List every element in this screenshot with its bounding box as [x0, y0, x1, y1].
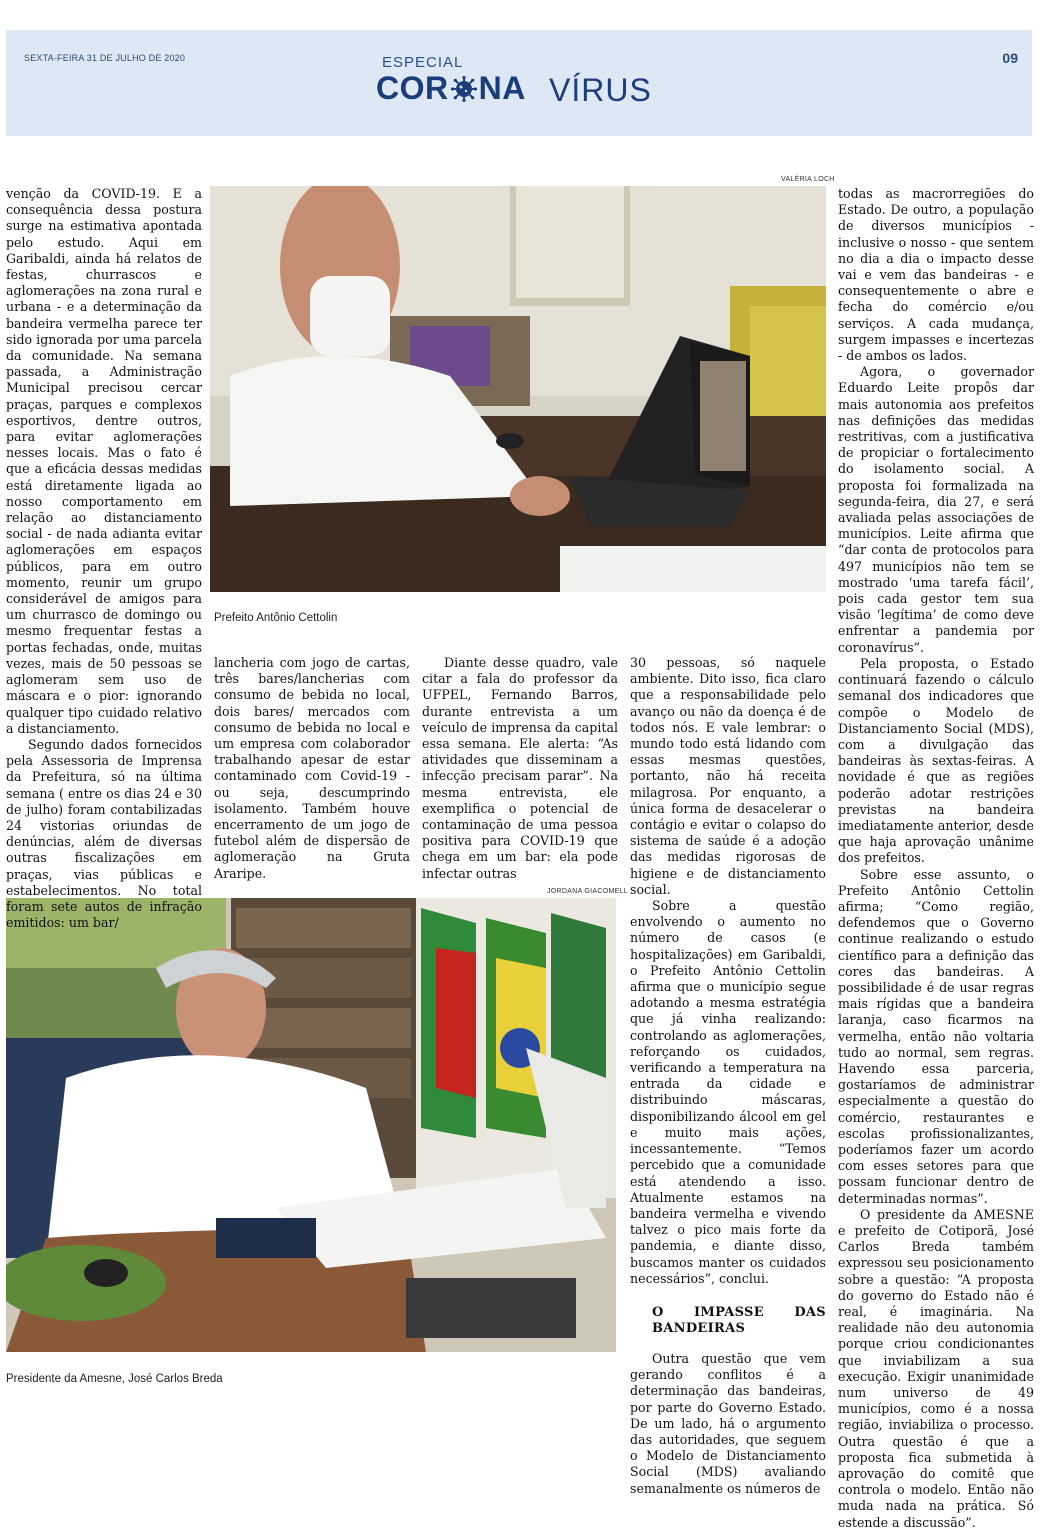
paragraph: Sobre a questão envolvendo o aumento no número de casos (e hospitalizações) em Garibaldi, o Prefeito Antônio Cettolin afirma que o município segue adotando a mesma estratégia que já vinha realizando: controlando as aglomerações, reforçando os cuidados, verificando a temperatura na entrada da cidade e distribuindo máscaras, disponibilizando álcool em gel e muito mais ações, incessantemente. “Temos percebido que a comunidade está atendendo a isso. Atualmente estamos na bandeira vermelha e vivendo talvez o pico mais forte da pandemia, e diante disso, buscamos manter os cuidados necessários”, conclui.: [630, 898, 826, 1286]
photo2-credit: JORDANA GIACOMELL: [547, 888, 628, 895]
subheading: O IMPASSE DAS BANDEIRAS: [652, 1304, 826, 1336]
photo-amesne-president: [6, 898, 616, 1352]
paragraph: Sobre esse assunto, o Prefeito Antônio Cettolin afirma; “Como região, defendemos que o Governo continue realizando o estudo científico para a definição das cores das bandeiras. A possibilidade é de usar regras mais rígidas que a bandeira laranja, caso ficarmos na vermelha, então não voltaria tudo ao normal, sem regras. Havendo essa parceria, gostaríamos de administrar especialmente a questão do comércio, restaurantes e escolas profissionalizantes, poderíamos fazer um acordo com esses setores para que possam funcionar dentro de determinadas normas”.: [838, 866, 1034, 1206]
photo2-caption: Presidente da Amesne, José Carlos Breda: [6, 1373, 223, 1385]
page-number: 09: [1002, 50, 1018, 66]
logo-virus: VÍRUS: [549, 72, 652, 108]
photo2-illustration: [6, 898, 616, 1352]
logo-corona-a: COR: [376, 70, 449, 106]
paragraph: Agora, o governador Eduardo Leite propôs dar mais autonomia aos prefeitos nas definições das medidas restritivas, com a justificativa de propiciar o fortalecimento do isolamento social. A proposta foi formalizada na segunda-feira, dia 27, e será avaliada pelas associações de municípios. Leite afirma que “dar conta de protocolos para 497 municípios não tem se mostrado ‘uma tarefa fácil’, pois cada gestor tem sua visão ‘legítima’ de como deve enfrentar a pandemia por coronavírus”.: [838, 364, 1034, 655]
logo-corona-b: NA: [478, 70, 526, 106]
article-column-2: [214, 655, 410, 882]
article-column-4: [630, 655, 826, 1497]
article-column-3: [422, 655, 618, 882]
paragraph: 30 pessoas, só naquele ambiente. Dito isso, fica claro que a responsabilidade pelo avanço ou não da doença é de todos nós. E vale lembrar: o mundo todo está lidando com essas mesmas questões, portanto, não há receita milagrosa. Por enquanto, a única forma de desacelerar o contágio e evitar o colapso do sistema de saúde é a adoção das medidas rigorosas de higiene e de distanciamento social.: [630, 655, 826, 897]
paragraph: Outra questão que vem gerando conflitos é a determinação das bandeiras, por parte do Governo Estado. De um lado, há o argumento das autoridades, que seguem o Modelo de Distanciamento Social (MDS) avaliando semanalmente os números de: [630, 1350, 826, 1496]
paragraph: lancheria com jogo de cartas, três bares/lancherias com consumo de bebida no local, dois bares/ mercados com consumo de bebida no local e um empresa com colaborador trabalhando apesar de estar contaminado com Covid-19 - ou seja, descumprindo isolamento. Também houve encerramento de um jogo de futebol além de dispersão de aglomeração na Gruta Araripe.: [214, 655, 410, 881]
photo1-caption: Prefeito Antônio Cettolin: [214, 612, 338, 624]
paragraph: Segundo dados fornecidos pela Assessoria de Imprensa da Prefeitura, só na última semana ( entre os dias 24 e 30 de julho) foram contabilizadas 24 vistorias oriundas de denúncias, além de diversas outras fiscalizações em praças, vias públicas e estabelecimentos. No total foram sete autos de infração emitidos: um bar/: [6, 736, 202, 931]
page-header: [6, 30, 1032, 136]
paragraph: venção da COVID-19. E a consequência dessa postura surge na estimativa apontada pelo estudo. Aqui em Garibaldi, ainda há relatos de festas, churrascos e aglomerações na zona rural e urbana - e a determinação da bandeira vermelha parece ter sido ignorada por uma parcela da comunidade. Na semana passada, a Administração Municipal precisou cercar praças, parques e complexos esportivos, dentre outros, para evitar aglomerações nesses locais. Mas o fato é que a eficácia dessas medidas está diretamente ligada ao nosso comportamento em relação ao distanciamento social - de nada adianta evitar aglomerações em espaços públicos, para em outro momento, reunir um grupo considerável de amigos para um churrasco de domingo ou mesmo frequentar festas a portas fechadas, onde, muitas vezes, mais de 50 pessoas se aglomeram sem uso de máscara e o pior: ignorando qualquer tipo cuidado relativo a distanciamento.: [6, 186, 202, 736]
paragraph: todas as macrorregiões do Estado. De outro, a população de diversos municípios - inclusive o nosso - que sentem no dia a dia o impacto desse vai e vem das bandeiras - e consequentemente o abre e fecha do comércio e/ou serviços. A cada mudança, surgem impasses e incertezas - de ambos os lados.: [838, 186, 1034, 364]
section-logo: [376, 50, 676, 110]
logo-especial: ESPECIAL: [382, 54, 464, 71]
header-date: SEXTA-FEIRA 31 DE JULHO DE 2020: [24, 53, 186, 63]
virus-icon: [451, 76, 477, 102]
photo-mayor-videocall: [210, 186, 826, 592]
logo-corona: [376, 70, 526, 107]
paragraph: Pela proposta, o Estado continuará fazendo o cálculo semanal dos indicadores que compõe o Modelo de Distanciamento Social (MDS), com a divulgação das bandeiras às sextas-feiras. A novidade é que as regiões poderão adotar restrições previstas na bandeira imediatamente anterior, desde que haja aprovação unânime dos prefeitos.: [838, 655, 1034, 866]
article-column-5: [838, 186, 1034, 1531]
article-column-1: [6, 186, 202, 931]
photo1-illustration: [210, 186, 826, 592]
paragraph: O presidente da AMESNE e prefeito de Cotiporã, José Carlos Breda também expressou seu posicionamento sobre a questão: “A proposta do governo do Estado não é real, é imaginária. Na realidade não deu autonomia porque criou condicionantes que inviabilizam a sua execução. Exigir unanimidade num universo de 49 municípios, como é a nossa região, inviabiliza o processo. Outra questão é que a proposta fica submetida à aprovação do comitê que controla o modelo. Então não muda nada na prática. Só estende a discussão”.: [838, 1206, 1034, 1530]
paragraph: Diante desse quadro, vale citar a fala do professor da UFPEL, Fernando Barros, durante entrevista a um veículo de imprensa da capital essa semana. Ele alerta: “As atividades que disseminam a infecção precisam parar”. Na mesma entrevista, ele exemplifica o potencial de contaminação de uma pessoa positiva para COVID-19 que chega em um bar: ela pode infectar outras: [422, 655, 618, 881]
photo1-credit: VALÉRIA LOCH: [781, 176, 835, 183]
